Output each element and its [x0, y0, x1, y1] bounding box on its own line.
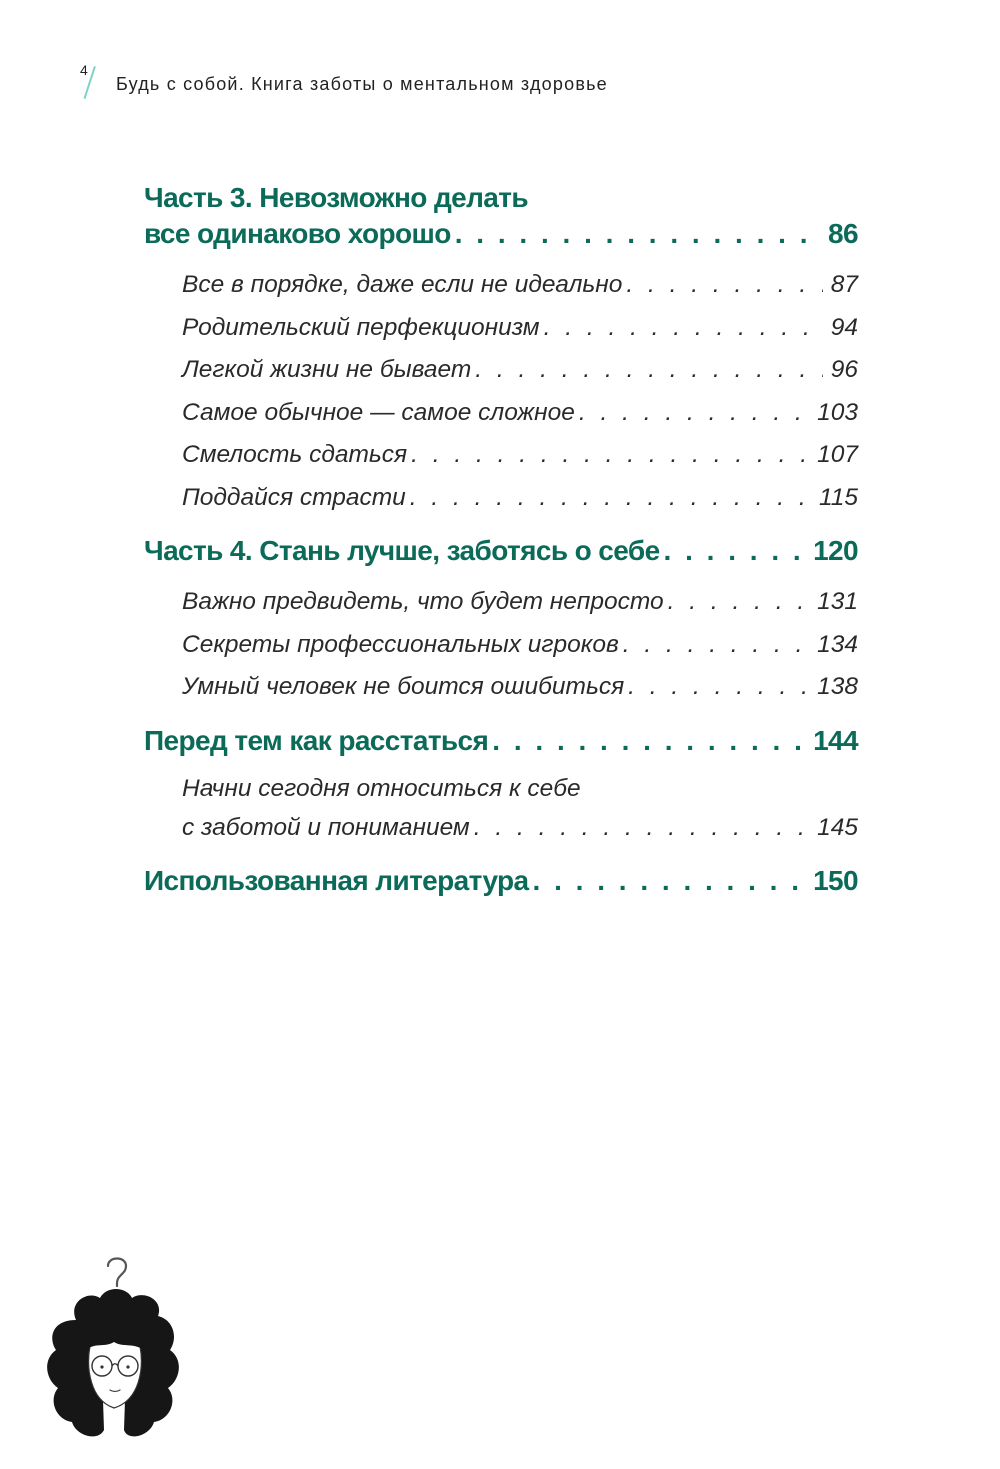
toc-part-4-items: [144, 581, 858, 709]
toc-part-3-items: [144, 264, 858, 519]
toc-part-4-title: Часть 4. Стань лучше, заботясь о себе: [144, 535, 660, 566]
toc-item-title: Легкой жизни не бывает: [182, 356, 472, 383]
toc-item[interactable]: [182, 264, 858, 307]
leader-dots: [474, 807, 809, 850]
toc-item-title-line1: Начни сегодня относиться к себе: [182, 774, 581, 802]
girl-with-question-mark-illustration: [28, 1250, 198, 1460]
leader-dots: [492, 723, 805, 759]
toc-item[interactable]: [182, 581, 858, 624]
toc-epilogue[interactable]: [144, 723, 858, 759]
toc-part-4[interactable]: [144, 533, 858, 569]
toc-item-title: Смелость сдаться: [182, 441, 408, 468]
toc-item-page: 87: [830, 271, 858, 298]
toc-item[interactable]: [182, 771, 858, 850]
toc-epilogue-title: Перед тем как расстаться: [144, 724, 489, 756]
toc-part-3-title-line1: Часть 3. Невозможно делать: [144, 182, 529, 213]
toc-item-page: 94: [830, 313, 858, 341]
toc-part-3-page: 86: [828, 218, 858, 249]
toc-item-page: 138: [817, 673, 858, 700]
toc-item-page: 131: [817, 588, 858, 615]
leader-dots: [455, 216, 820, 252]
toc-item-page: 96: [830, 356, 858, 383]
toc-item-title: Умный человек не боится ошибиться: [182, 673, 625, 700]
leader-dots: [579, 392, 809, 435]
toc-references-page: 150: [813, 865, 858, 896]
toc-item-title-line2: с заботой и пониманием: [182, 813, 470, 841]
leader-dots: [668, 581, 809, 624]
toc-item-page: 107: [817, 441, 858, 468]
toc-item[interactable]: [182, 349, 858, 392]
running-title: Будь с собой. Книга заботы о ментальном здоровье: [116, 74, 608, 94]
leader-dots: [475, 349, 822, 392]
toc-item[interactable]: [182, 624, 858, 667]
toc-item-title: Все в порядке, даже если не идеально: [182, 271, 623, 298]
leader-dots: [664, 533, 806, 569]
toc-item-page: 145: [817, 813, 858, 841]
toc-item-title: Важно предвидеть, что будет непросто: [182, 588, 664, 615]
toc-part-4-page: 120: [813, 535, 858, 566]
toc-epilogue-page: 144: [813, 724, 858, 756]
toc-item[interactable]: [182, 307, 858, 350]
toc-references-title: Использованная литература: [144, 865, 529, 896]
toc-item-page: 134: [817, 630, 858, 658]
toc-item-page: 103: [817, 398, 858, 426]
leader-dots: [623, 624, 809, 667]
page-header: [80, 62, 780, 102]
leader-dots: [544, 307, 823, 350]
toc-item[interactable]: [182, 434, 858, 477]
toc-item-title: Поддайся страсти: [182, 483, 406, 511]
toc-item-page: 115: [818, 483, 858, 511]
leader-dots: [626, 264, 822, 307]
toc-part-3[interactable]: [144, 180, 858, 252]
toc-item-title: Секреты профессиональных игроков: [182, 630, 619, 658]
toc-item[interactable]: [182, 392, 858, 435]
leader-dots: [533, 863, 806, 899]
toc-item-title: Родительский перфекционизм: [182, 313, 540, 341]
leader-dots: [628, 666, 809, 709]
toc-references[interactable]: [144, 863, 858, 899]
table-of-contents: [144, 180, 858, 899]
toc-item-title: Самое обычное — самое сложное: [182, 398, 575, 426]
leader-dots: [410, 477, 811, 520]
toc-epilogue-items: [144, 771, 858, 850]
page-number: 4: [80, 62, 88, 78]
toc-part-3-title-line2: все одинаково хорошо: [144, 218, 451, 249]
toc-item[interactable]: [182, 477, 858, 520]
leader-dots: [411, 434, 809, 477]
toc-item[interactable]: [182, 666, 858, 709]
